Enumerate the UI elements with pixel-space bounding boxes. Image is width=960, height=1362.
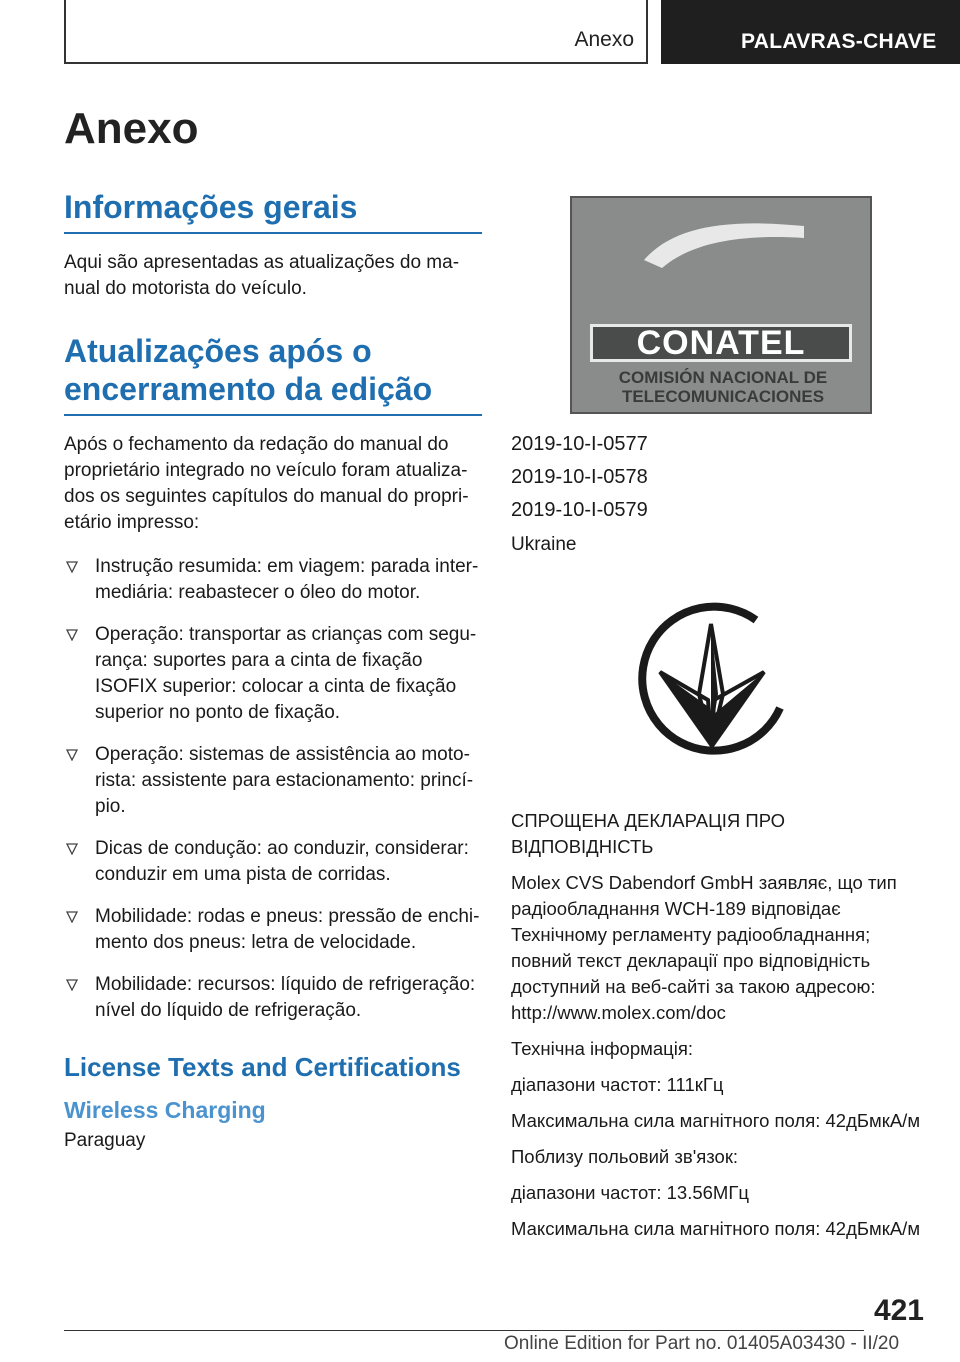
page-number: 421 — [873, 1294, 924, 1327]
header-section-label: Anexo — [574, 28, 634, 51]
page-title: Anexo — [64, 104, 199, 153]
list-item — [64, 554, 482, 606]
list-item-text: Mobilidade: rodas e pneus: pressão de enchimento dos pneus: letra de velocidade. — [95, 906, 480, 953]
ukraine-label: Ukraine — [511, 534, 577, 555]
footer-edition: Online Edition for Part no. 01405A03430 - II/20 — [504, 1333, 900, 1354]
ukraine-para: Поблизу польовий зв'язок: — [511, 1146, 739, 1167]
list-item — [64, 742, 482, 820]
general-text: Aqui são apresentadas as atualizações do manual do motorista do veículo. — [64, 252, 460, 299]
triangle-bullet-icon — [66, 911, 78, 923]
triangle-bullet-icon — [66, 561, 78, 573]
ukraine-para: діапазони частот: 13.56МГц — [511, 1182, 749, 1203]
list-item-text: Operação: sistemas de assistência ao motorista: assistente para estacionamento: princípio. — [95, 744, 474, 817]
conatel-emblem-icon — [572, 198, 870, 318]
list-item — [64, 904, 482, 956]
ukraine-para: Максимальна сила магнітного поля: 42дБмкА/м — [511, 1218, 921, 1239]
list-item — [64, 972, 482, 1024]
updates-heading-line1: Atualizações após o — [64, 333, 372, 369]
updates-intro: Após o fechamento da redação do manual do proprietário integrado no veículo foram atualizados os seguintes capítulos do manual do proprietário impresso: — [64, 434, 469, 533]
updates-heading-line2: encerramento da edição — [64, 371, 433, 407]
ukraine-para: Максимальна сила магнітного поля: 42дБмкА/м — [511, 1110, 921, 1131]
ukraine-para: Molex CVS Dabendorf GmbH заявляє, що тип радіообладнання WCH-189 відповідає Технічному регламенту радіообладнання; повний текст декларації про відповідність доступний на веб-сайті за такою адресою: http://www.molex.com/doc — [511, 872, 897, 1023]
list-item-text: Instrução resumida: em viagem: parada intermediária: reabastecer o óleo do motor. — [95, 556, 479, 603]
updates-list — [64, 554, 482, 1024]
triangle-bullet-icon — [66, 749, 78, 761]
header-section-tab — [64, 0, 648, 64]
wireless-charging-heading: Wireless Charging — [64, 1097, 266, 1123]
triangle-bullet-icon — [66, 979, 78, 991]
ukraine-para: СПРОЩЕНА ДЕКЛАРАЦІЯ ПРО ВІДПОВІДНІСТЬ — [511, 810, 786, 857]
conatel-codes — [511, 428, 648, 527]
paraguay-label: Paraguay — [64, 1130, 146, 1151]
triangle-bullet-icon — [66, 629, 78, 641]
ukraine-declaration — [511, 808, 931, 1252]
conatel-subtitle-line1: COMISIÓN NACIONAL DE — [618, 368, 828, 387]
general-heading-block — [64, 188, 482, 234]
conatel-code: 2019-10-I-0579 — [511, 499, 648, 521]
conatel-subtitle — [590, 368, 856, 406]
list-item-text: Mobilidade: recursos: líquido de refrigeração: nível do líquido de refrigeração. — [95, 974, 476, 1021]
conatel-code: 2019-10-I-0578 — [511, 466, 648, 488]
list-item — [64, 622, 482, 726]
general-heading: Informações gerais — [64, 189, 358, 225]
list-item-text: Dicas de condução: ao conduzir, considerar: conduzir em uma pista de corridas. — [95, 838, 469, 885]
footer-divider — [64, 1330, 864, 1331]
keywords-tab[interactable] — [661, 0, 960, 64]
conatel-wordmark — [590, 324, 852, 362]
ukraine-para: Технічна інформація: — [511, 1038, 694, 1059]
conatel-subtitle-line2: TELECOMUNICACIONES — [621, 387, 825, 406]
conatel-code: 2019-10-I-0577 — [511, 433, 648, 455]
ukraine-para: діапазони частот: 111кГц — [511, 1074, 724, 1095]
list-item-text: Operação: transportar as crianças com segurança: suportes para a cinta de fixação ISOFIX superior: colocar a cinta de fixação superior no ponto de fixação. — [95, 624, 477, 723]
list-item — [64, 836, 482, 888]
conatel-wordmark-text: CONATEL — [636, 323, 806, 362]
license-heading: License Texts and Certifications — [64, 1052, 461, 1082]
left-column — [64, 188, 482, 1172]
conatel-logo — [570, 196, 872, 414]
triangle-bullet-icon — [66, 843, 78, 855]
keywords-tab-label: PALAVRAS-CHAVE — [741, 30, 937, 53]
updates-heading-block — [64, 332, 482, 416]
ukraine-conformity-mark-icon — [630, 596, 792, 774]
